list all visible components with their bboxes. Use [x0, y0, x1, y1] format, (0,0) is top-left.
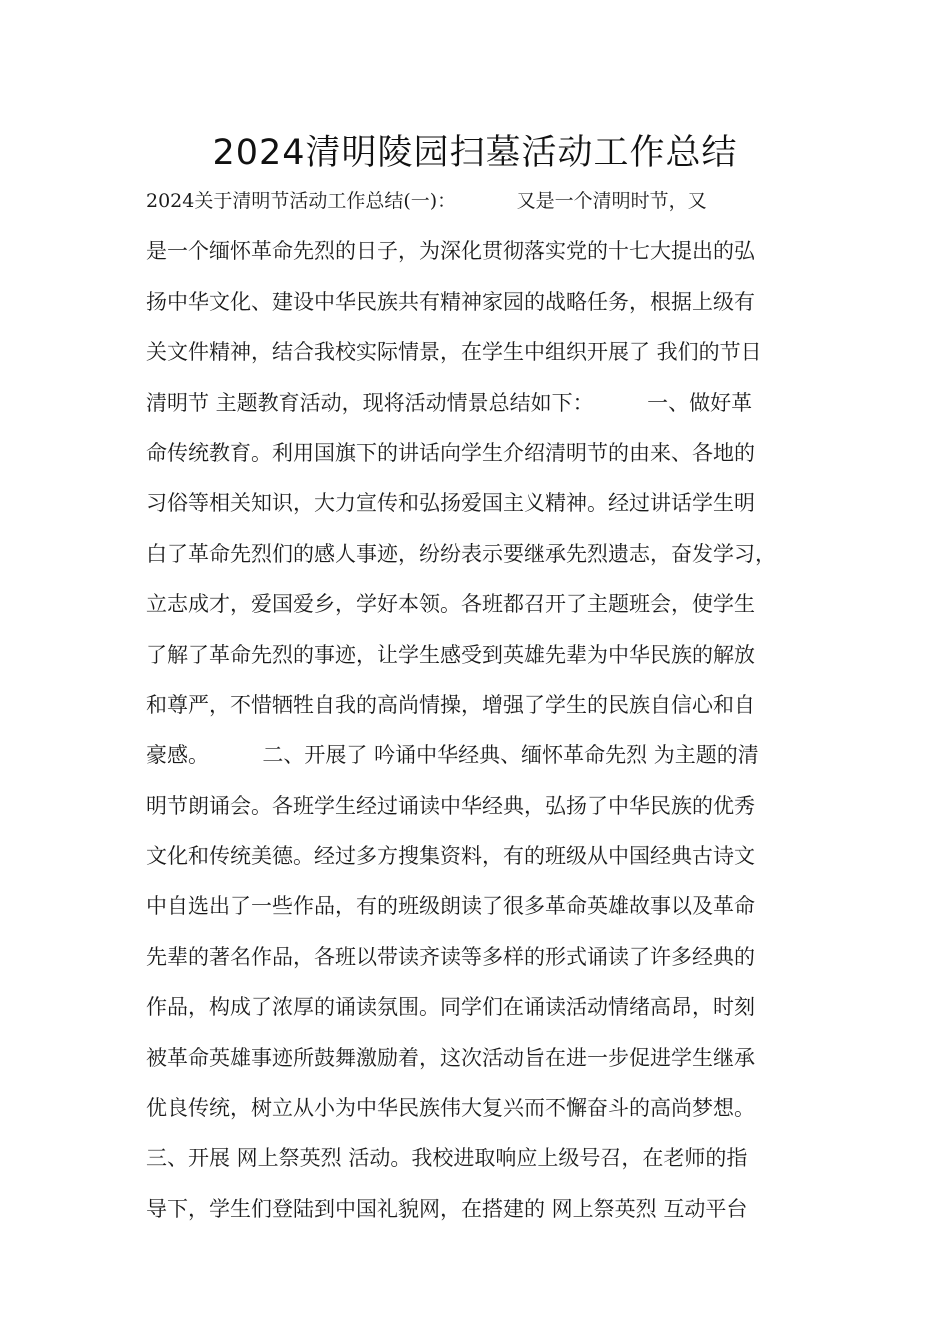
body-line: 中自选出了一些作品，有的班级朗读了很多革命英雄故事以及革命 [146, 894, 755, 919]
body-line: 扬中华文化、建设中华民族共有精神家园的战略任务，根据上级有 [146, 289, 755, 314]
body-line: 白了革命先烈们的感人事迹，纷纷表示要继承先烈遗志，奋发学习， [146, 541, 776, 566]
body-line: 是一个缅怀革命先烈的日子，为深化贯彻落实党的十七大提出的弘 [146, 239, 755, 264]
body-line: 明节朗诵会。各班学生经过诵读中华经典，弘扬了中华民族的优秀 [146, 793, 755, 818]
body-line: 关文件精神，结合我校实际情景，在学生中组织开展了 我们的节日 [146, 340, 762, 365]
body-line: 和尊严，不惜牺牲自我的高尚情操，增强了学生的民族自信心和自 [146, 692, 755, 717]
document-body [146, 180, 836, 1238]
body-line: 豪感。 二、开展了 吟诵中华经典、缅怀革命先烈 为主题的清 [146, 743, 759, 768]
body-line: 2024关于清明节活动工作总结(一)： 又是一个清明时节，又 [146, 190, 707, 212]
body-line: 立志成才，爱国爱乡，学好本领。各班都召开了主题班会，使学生 [146, 592, 755, 617]
body-line: 习俗等相关知识，大力宣传和弘扬爱国主义精神。经过讲话学生明 [146, 491, 755, 516]
body-line: 优良传统，树立从小为中华民族伟大复兴而不懈奋斗的高尚梦想。 [146, 1096, 755, 1121]
body-line: 作品，构成了浓厚的诵读氛围。同学们在诵读活动情绪高昂，时刻 [146, 995, 755, 1020]
body-line: 清明节 主题教育活动，现将活动情景总结如下： 一、做好革 [146, 390, 753, 415]
body-line: 文化和传统美德。经过多方搜集资料，有的班级从中国经典古诗文 [146, 844, 755, 869]
document-title: 2024清明陵园扫墓活动工作总结 [212, 133, 738, 173]
body-line: 被革命英雄事迹所鼓舞激励着，这次活动旨在进一步促进学生继承 [146, 1045, 755, 1070]
body-line: 先辈的著名作品，各班以带读齐读等多样的形式诵读了许多经典的 [146, 944, 755, 969]
body-line: 命传统教育。利用国旗下的讲话向学生介绍清明节的由来、各地的 [146, 440, 755, 465]
body-line: 导下，学生们登陆到中国礼貌网，在搭建的 网上祭英烈 互动平台 [146, 1196, 748, 1221]
body-line: 了解了革命先烈的事迹，让学生感受到英雄先辈为中华民族的解放 [146, 642, 755, 667]
body-line: 三、开展 网上祭英烈 活动。我校进取响应上级号召，在老师的指 [146, 1146, 748, 1171]
